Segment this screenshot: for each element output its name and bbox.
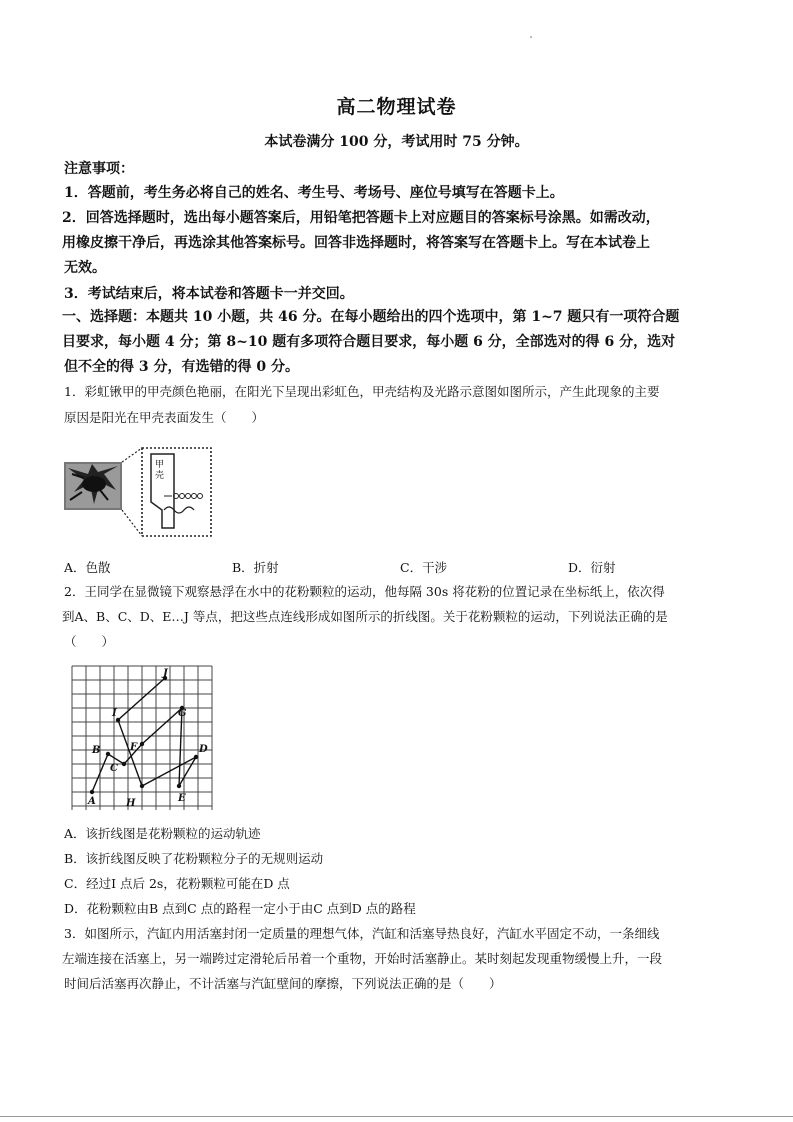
point-label-j: J xyxy=(163,668,168,679)
point-label-h: H xyxy=(126,798,136,809)
q1-option-c[interactable]: C．干涉 xyxy=(400,560,448,575)
q3-stem-line: 左端连接在活塞上，另一端跨过定滑轮后吊着一个重物，开始时活塞静止。某时刻起发现重物缓慢上升，一段 xyxy=(62,951,663,966)
q2-stem-line: （ ） xyxy=(64,634,115,649)
notice-line: 用橡皮擦干净后，再选涂其他答案标号。回答非选择题时，将答案写在答题卡上。写在本试卷上 xyxy=(62,235,650,251)
section-intro-line: 目要求，每小题 4 分；第 8~10 题有多项符合题目要求，每小题 6 分，全部选对的得 6 分，选对 xyxy=(62,334,676,350)
page-subtitle: 本试卷满分 100 分，考试用时 75 分钟。 xyxy=(264,134,529,150)
q2-option-a[interactable]: A．该折线图是花粉颗粒的运动轨迹 xyxy=(64,826,261,841)
shell-label-1: 甲 xyxy=(155,460,165,470)
q1-stem-line: 原因是阳光在甲壳表面发生（ ） xyxy=(64,410,265,425)
point-label-f: F xyxy=(130,742,138,753)
q2-option-b[interactable]: B．该折线图反映了花粉颗粒分子的无规则运动 xyxy=(64,851,324,866)
q2-stem-line: 到A、B、C、D、E…J 等点，把这些点连线形成如图所示的折线图。关于花粉颗粒的运动，下列说法正确的是 xyxy=(62,609,668,624)
point-label-g: G xyxy=(178,708,187,719)
notice-heading: 注意事项： xyxy=(64,161,134,177)
page-title: 高二物理试卷 xyxy=(336,96,457,118)
q1-beetle-figure xyxy=(64,444,214,540)
q2-option-d[interactable]: D．花粉颗粒由B 点到C 点的路程一定小于由C 点到D 点的路程 xyxy=(64,901,416,916)
notice-line: 无效。 xyxy=(64,260,106,276)
light-ray-bubbles xyxy=(164,494,203,499)
scan-dot xyxy=(530,36,532,38)
beetle-photo xyxy=(64,462,122,510)
point-label-i: I xyxy=(112,708,117,719)
point-label-c: C xyxy=(110,763,118,774)
q1-option-a[interactable]: A．色散 xyxy=(64,560,111,575)
point-label-e: E xyxy=(178,793,186,804)
notice-line: 1．答题前，考生务必将自己的姓名、考生号、考场号、座位号填写在答题卡上。 xyxy=(64,185,564,201)
notice-line: 3．考试结束后，将本试卷和答题卡一并交回。 xyxy=(64,286,354,302)
section-intro-line: 一、选择题：本题共 10 小题，共 46 分。在每小题给出的四个选项中，第 1~7 题只有一项符合题 xyxy=(62,309,680,325)
point-label-a: A xyxy=(88,796,96,807)
point-label-b: B xyxy=(92,745,101,756)
point-label-d: D xyxy=(199,744,208,755)
q1-stem-line: 1．彩虹锹甲的甲壳颜色艳丽，在阳光下呈现出彩虹色，甲壳结构及光路示意图如图所示，产生此现象的主要 xyxy=(64,384,660,399)
q1-option-d[interactable]: D．衍射 xyxy=(568,560,616,575)
q1-option-b[interactable]: B．折射 xyxy=(232,560,279,575)
section-intro-line: 但不全的得 3 分，有选错的得 0 分。 xyxy=(64,359,299,375)
shell-label-2: 壳 xyxy=(155,471,165,481)
trajectory-polyline xyxy=(92,678,196,792)
q2-option-c[interactable]: C．经过I 点后 2s，花粉颗粒可能在D 点 xyxy=(64,876,290,891)
notice-line: 2．回答选择题时，选出每小题答案后，用铅笔把答题卡上对应题目的答案标号涂黑。如需改动， xyxy=(62,210,660,226)
q3-stem-line: 3．如图所示，汽缸内用活塞封闭一定质量的理想气体，汽缸和活塞导热良好，汽缸水平固定不动，一条细线 xyxy=(64,926,660,941)
q2-stem-line: 2．王同学在显微镜下观察悬浮在水中的花粉颗粒的运动，他每隔 30s 将花粉的位置记录在坐标纸上，依次得 xyxy=(64,584,665,599)
page-bottom-border xyxy=(0,1116,793,1117)
wave-line xyxy=(164,507,194,513)
q2-grid-figure xyxy=(66,664,214,814)
q3-stem-line: 时间后活塞再次静止，不计活塞与汽缸壁间的摩擦，下列说法正确的是（ ） xyxy=(64,976,502,991)
zoom-box xyxy=(142,448,211,536)
